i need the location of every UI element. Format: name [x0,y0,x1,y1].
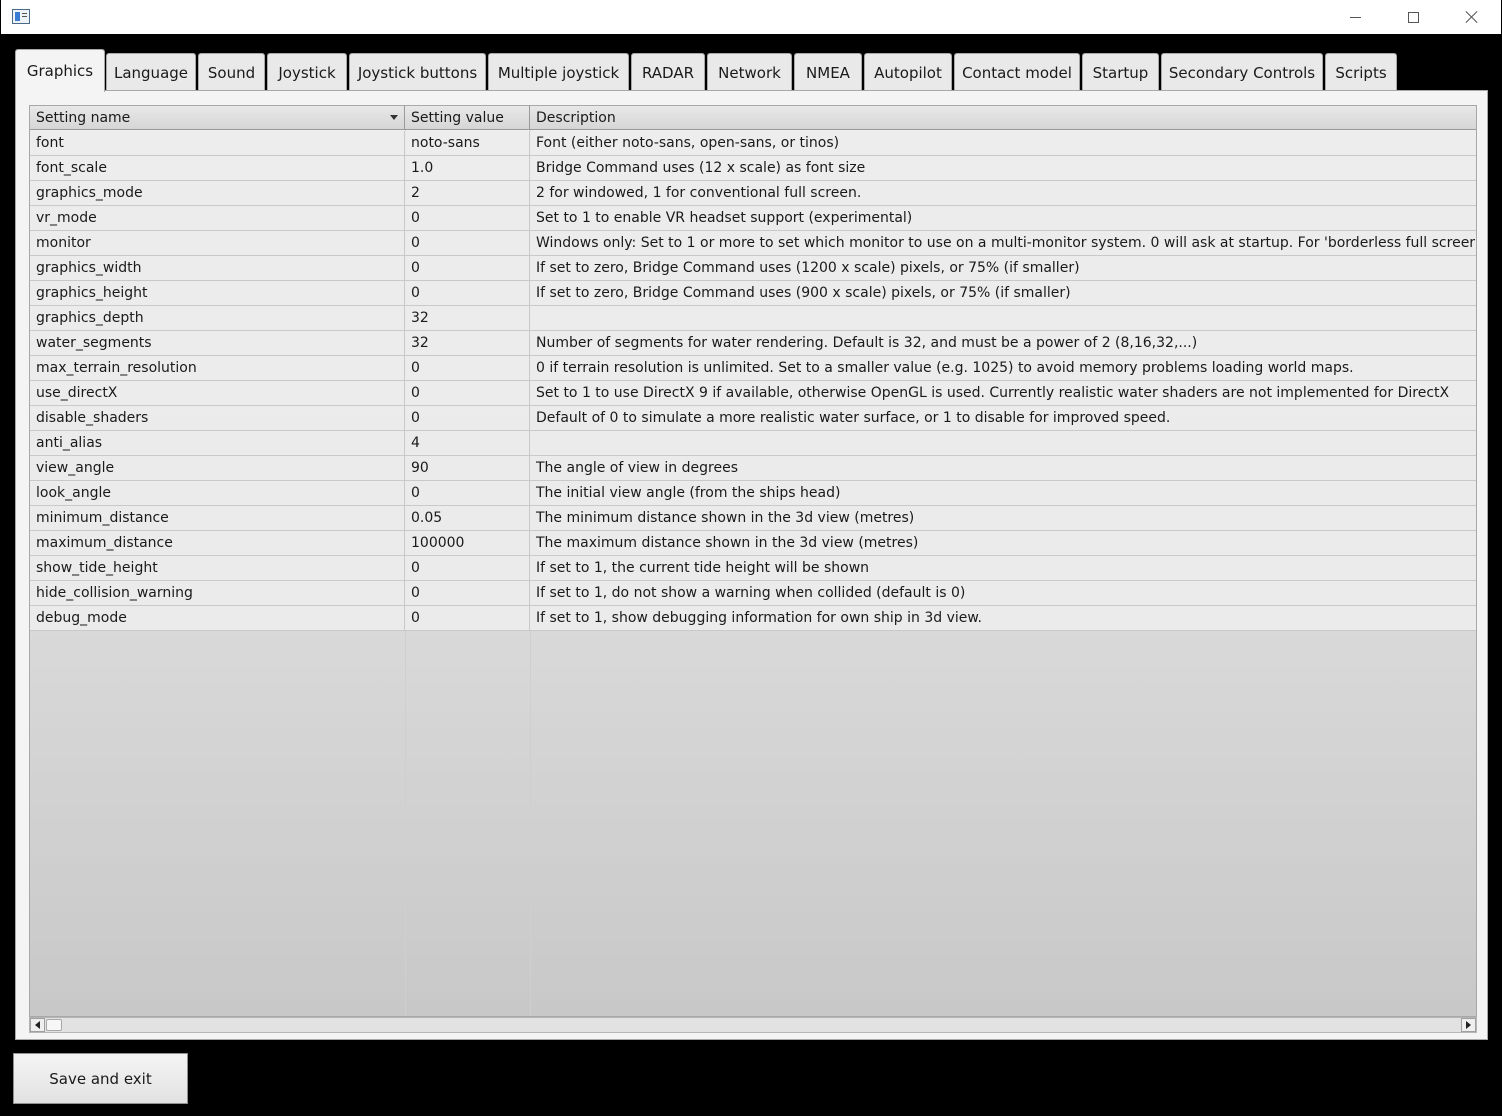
description-cell: If set to 1, the current tide height will be shown [536,560,870,576]
tab-secondary-controls[interactable]: Secondary Controls [1161,53,1323,91]
setting-value-cell[interactable]: 0 [405,231,530,255]
tab-network[interactable]: Network [707,53,792,91]
tab-multiple-joystick[interactable]: Multiple joystick [488,53,629,91]
setting-value-cell[interactable]: 90 [405,456,530,480]
description-cell: If set to zero, Bridge Command uses (1200 x scale) pixels, or 75% (if smaller) [536,260,1080,276]
close-icon [1465,10,1479,24]
horizontal-scrollbar[interactable] [29,1017,1477,1033]
tab-scripts[interactable]: Scripts [1325,53,1397,91]
setting-value-cell[interactable]: 0 [405,256,530,280]
arrow-left-icon [35,1021,40,1029]
tab-joystick[interactable]: Joystick [267,53,347,91]
description-cell: Windows only: Set to 1 or more to set which monitor to use on a multi-monitor system. 0 will ask at startup. For 'borderless full screer [536,235,1476,251]
close-button[interactable] [1443,0,1501,34]
description-cell: The maximum distance shown in the 3d view (metres) [536,535,919,551]
table-row[interactable] [30,481,1477,506]
column-header-label: Description [536,110,616,126]
table-row[interactable] [30,256,1477,281]
description-cell: The angle of view in degrees [536,460,738,476]
description-cell: Number of segments for water rendering. Default is 32, and must be a power of 2 (8,16,32,...) [536,335,1198,351]
table-header [30,106,1477,130]
column-header-setting-value[interactable] [405,106,530,130]
scroll-left-button[interactable] [30,1018,45,1032]
table-row[interactable] [30,331,1477,356]
setting-value-cell[interactable]: 2 [405,181,530,205]
description-cell: 0 if terrain resolution is unlimited. Set to a smaller value (e.g. 1025) to avoid memory problems loading world maps. [536,360,1354,376]
graphics-tab-panel [15,90,1488,1040]
column-header-label: Setting name [36,110,131,126]
description-cell: If set to 1, show debugging information for own ship in 3d view. [536,610,982,626]
description-cell: 2 for windowed, 1 for conventional full screen. [536,185,862,201]
sort-descending-icon [390,115,398,120]
description-cell: The initial view angle (from the ships head) [536,485,841,501]
setting-name-cell[interactable]: graphics_mode [30,181,405,205]
description-cell: Set to 1 to use DirectX 9 if available, otherwise OpenGL is used. Currently realistic water shaders are not implemented for DirectX [536,385,1450,401]
setting-name-cell[interactable]: water_segments [30,331,405,355]
tab-graphics[interactable]: Graphics [15,49,105,92]
table-row[interactable] [30,456,1477,481]
table-row[interactable] [30,556,1477,581]
setting-name-cell[interactable]: font_scale [30,156,405,180]
table-body [30,131,1477,631]
minimize-icon [1350,17,1361,18]
maximize-button[interactable] [1384,0,1442,34]
description-cell: Set to 1 to enable VR headset support (experimental) [536,210,913,226]
description-cell: Bridge Command uses (12 x scale) as font size [536,160,866,176]
setting-name-cell[interactable]: vr_mode [30,206,405,230]
settings-table [29,105,1477,1017]
scroll-right-button[interactable] [1461,1018,1476,1032]
setting-name-cell[interactable]: disable_shaders [30,406,405,430]
tab-joystick-buttons[interactable]: Joystick buttons [349,53,486,91]
description-cell: If set to zero, Bridge Command uses (900 x scale) pixels, or 75% (if smaller) [536,285,1071,301]
setting-value-cell[interactable]: 0 [405,481,530,505]
setting-name-cell[interactable]: minimum_distance [30,506,405,530]
minimize-button[interactable] [1326,0,1384,34]
table-row[interactable] [30,381,1477,406]
arrow-right-icon [1466,1021,1471,1029]
tab-language[interactable]: Language [106,53,196,91]
table-row[interactable] [30,281,1477,306]
maximize-icon [1408,12,1419,23]
column-header-description[interactable] [530,106,1477,130]
setting-name-cell[interactable]: show_tide_height [30,556,405,580]
table-row[interactable] [30,581,1477,606]
setting-name-cell[interactable]: anti_alias [30,431,405,455]
setting-value-cell[interactable]: 0 [405,606,530,630]
setting-name-cell[interactable]: monitor [30,231,405,255]
setting-value-cell[interactable]: 0 [405,406,530,430]
description-cell: If set to 1, do not show a warning when collided (default is 0) [536,585,966,601]
setting-name-cell[interactable]: max_terrain_resolution [30,356,405,380]
setting-value-cell[interactable]: 0 [405,206,530,230]
setting-value-cell[interactable]: 0 [405,381,530,405]
table-row[interactable] [30,181,1477,206]
setting-name-cell[interactable]: use_directX [30,381,405,405]
setting-name-cell[interactable]: look_angle [30,481,405,505]
setting-name-cell[interactable]: hide_collision_warning [30,581,405,605]
table-row[interactable] [30,531,1477,556]
setting-value-cell[interactable]: 4 [405,431,530,455]
description-cell: The minimum distance shown in the 3d view (metres) [536,510,915,526]
setting-value-cell[interactable]: 0.05 [405,506,530,530]
column-header-label: Setting value [411,110,504,126]
table-row[interactable] [30,306,1477,331]
setting-value-cell[interactable]: 0 [405,581,530,605]
tab-sound[interactable]: Sound [198,53,265,91]
setting-name-cell[interactable]: graphics_height [30,281,405,305]
description-cell [530,306,1477,330]
setting-value-cell[interactable]: 0 [405,281,530,305]
setting-value-cell[interactable]: noto-sans [405,131,530,155]
setting-value-cell[interactable]: 0 [405,556,530,580]
scrollbar-thumb[interactable] [46,1019,62,1031]
table-row[interactable] [30,356,1477,381]
setting-value-cell[interactable]: 1.0 [405,156,530,180]
table-row[interactable] [30,156,1477,181]
description-cell [530,431,1477,455]
setting-name-cell[interactable]: debug_mode [30,606,405,630]
table-row[interactable] [30,606,1477,631]
description-cell: Default of 0 to simulate a more realistic water surface, or 1 to disable for improved speed. [536,410,1171,426]
tab-contact-model[interactable]: Contact model [954,53,1080,91]
tab-nmea[interactable]: NMEA [794,53,862,91]
app-window-icon [12,9,30,24]
setting-name-cell[interactable]: maximum_distance [30,531,405,555]
setting-name-cell[interactable]: view_angle [30,456,405,480]
description-cell: Font (either noto-sans, open-sans, or tinos) [536,135,840,151]
table-row[interactable] [30,406,1477,431]
setting-value-cell[interactable]: 0 [405,356,530,380]
table-row[interactable] [30,231,1477,256]
tab-startup[interactable]: Startup [1082,53,1159,91]
title-bar [1,0,1501,34]
setting-name-cell[interactable]: font [30,131,405,155]
tab-autopilot[interactable]: Autopilot [864,53,952,91]
column-header-setting-name[interactable] [30,106,405,130]
setting-value-cell[interactable]: 100000 [405,531,530,555]
setting-name-cell[interactable]: graphics_depth [30,306,405,330]
table-row[interactable] [30,131,1477,156]
table-row[interactable] [30,206,1477,231]
setting-value-cell[interactable]: 32 [405,331,530,355]
setting-value-cell[interactable]: 32 [405,306,530,330]
setting-name-cell[interactable]: graphics_width [30,256,405,280]
save-and-exit-button[interactable]: Save and exit [13,1053,188,1104]
tab-radar[interactable]: RADAR [631,53,705,91]
table-row[interactable] [30,506,1477,531]
table-row[interactable] [30,431,1477,456]
